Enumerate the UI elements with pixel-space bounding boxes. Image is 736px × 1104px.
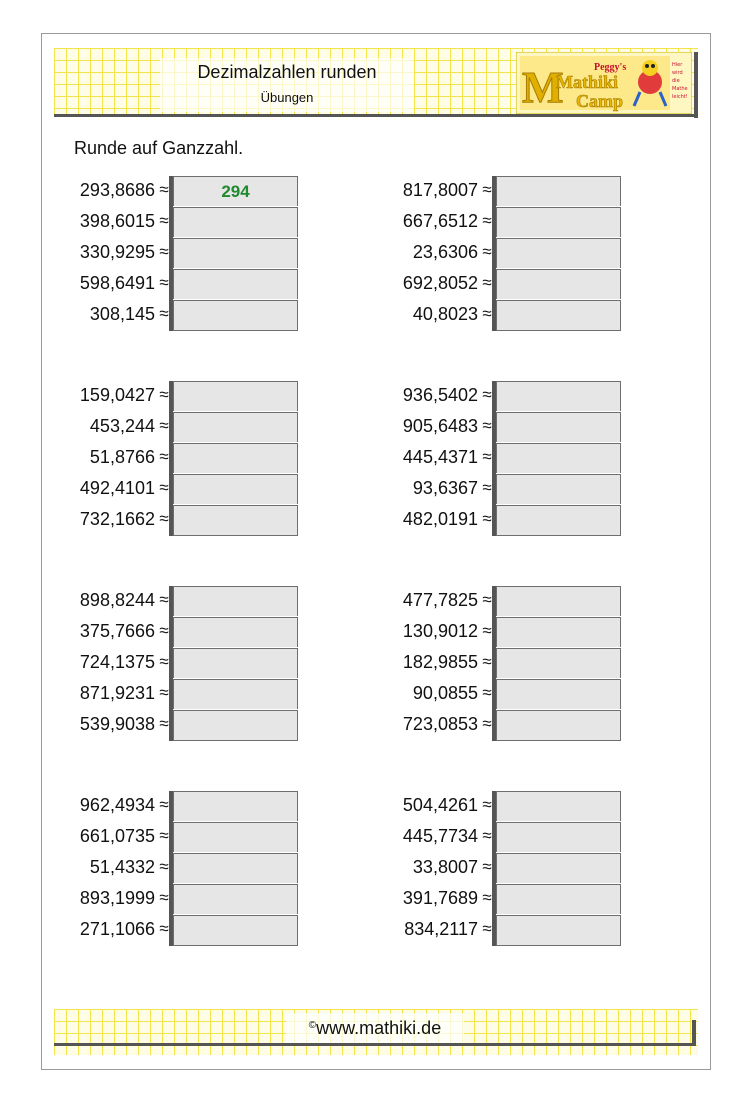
exercise-row <box>360 679 630 710</box>
answer-box[interactable] <box>173 238 298 268</box>
answer-box[interactable] <box>173 443 298 473</box>
approx-symbol: ≈ <box>482 385 492 404</box>
answer-box[interactable] <box>173 710 298 741</box>
exercise-number: 93,6367 <box>412 478 478 498</box>
answer-box[interactable] <box>496 269 621 299</box>
approx-symbol: ≈ <box>159 478 169 497</box>
exercise-number: 271,1066 <box>79 919 155 939</box>
exercise-number: 130,9012 <box>402 621 478 641</box>
svg-text:wird: wird <box>672 70 683 76</box>
approx-symbol: ≈ <box>159 416 169 435</box>
approx-symbol: ≈ <box>159 714 169 733</box>
exercise-number: 308,145 <box>89 304 155 324</box>
approx-symbol: ≈ <box>159 273 169 292</box>
exercise-number: 293,8686 <box>79 180 155 200</box>
exercise-row <box>360 207 630 238</box>
svg-text:Mathe: Mathe <box>672 86 688 92</box>
answer-box[interactable] <box>173 617 298 647</box>
exercise-row <box>37 269 307 300</box>
answer-box[interactable] <box>496 822 621 852</box>
approx-symbol: ≈ <box>159 590 169 609</box>
approx-symbol: ≈ <box>159 919 169 938</box>
svg-text:leicht!: leicht! <box>672 94 688 100</box>
answer-box[interactable] <box>496 853 621 883</box>
answer-box[interactable] <box>496 915 621 946</box>
approx-symbol: ≈ <box>482 795 492 814</box>
exercise-number: 492,4101 <box>79 478 155 498</box>
exercise-row <box>360 915 630 946</box>
approx-symbol: ≈ <box>482 447 492 466</box>
answer-box[interactable] <box>496 412 621 442</box>
answer-box[interactable] <box>173 381 298 411</box>
answer-box[interactable] <box>173 791 298 821</box>
exercise-number: 905,6483 <box>402 416 478 436</box>
answer-box[interactable] <box>173 822 298 852</box>
answer-box[interactable] <box>496 648 621 678</box>
exercise-row <box>37 915 307 946</box>
answer-box[interactable] <box>496 381 621 411</box>
approx-symbol: ≈ <box>482 621 492 640</box>
answer-box[interactable] <box>496 710 621 741</box>
logo-bottom-text: Camp <box>576 91 624 111</box>
logo-top-text: Peggy's <box>594 62 627 73</box>
exercise-row <box>37 207 307 238</box>
exercise-row <box>360 269 630 300</box>
answer-box[interactable] <box>496 443 621 473</box>
exercise-row <box>37 853 307 884</box>
exercise-number: 817,8007 <box>402 180 478 200</box>
exercise-row <box>37 710 307 741</box>
exercise-row <box>360 474 630 505</box>
exercise-number: 33,8007 <box>412 857 478 877</box>
answer-box[interactable] <box>496 176 621 206</box>
worksheet-page <box>41 33 711 1070</box>
answer-box[interactable] <box>173 474 298 504</box>
approx-symbol: ≈ <box>159 652 169 671</box>
footer-divider <box>54 1043 696 1046</box>
exercise-row <box>360 884 630 915</box>
exercise-number: 667,6512 <box>402 211 478 231</box>
approx-symbol: ≈ <box>482 509 492 528</box>
answer-box[interactable] <box>173 412 298 442</box>
answer-box[interactable] <box>173 207 298 237</box>
approx-symbol: ≈ <box>482 590 492 609</box>
exercise-number: 330,9295 <box>79 242 155 262</box>
exercise-row <box>37 474 307 505</box>
exercise-number: 539,9038 <box>79 714 155 734</box>
exercise-row <box>37 822 307 853</box>
exercise-number: 477,7825 <box>402 590 478 610</box>
exercise-row <box>37 884 307 915</box>
exercise-number: 398,6015 <box>79 211 155 231</box>
header-shadow <box>694 52 698 118</box>
exercise-row <box>360 443 630 474</box>
exercise-number: 724,1375 <box>79 652 155 672</box>
answer-box[interactable] <box>496 300 621 331</box>
exercise-number: 962,4934 <box>79 795 155 815</box>
exercise-number: 504,4261 <box>402 795 478 815</box>
answer-box[interactable] <box>173 176 298 206</box>
exercise-row <box>360 381 630 412</box>
example-answer: 294 <box>221 182 250 201</box>
approx-symbol: ≈ <box>159 447 169 466</box>
exercise-row <box>360 853 630 884</box>
exercise-number: 732,1662 <box>79 509 155 529</box>
exercise-row <box>360 412 630 443</box>
approx-symbol: ≈ <box>482 888 492 907</box>
svg-text:Hier: Hier <box>672 62 683 68</box>
footer-url <box>286 1018 464 1039</box>
exercise-number: 391,7689 <box>402 888 478 908</box>
exercise-row <box>37 586 307 617</box>
answer-box[interactable] <box>496 474 621 504</box>
answer-box[interactable] <box>496 505 621 536</box>
approx-symbol: ≈ <box>159 242 169 261</box>
approx-symbol: ≈ <box>482 416 492 435</box>
svg-text:M: M <box>522 63 564 112</box>
approx-symbol: ≈ <box>159 683 169 702</box>
exercise-number: 182,9855 <box>402 652 478 672</box>
approx-symbol: ≈ <box>159 211 169 230</box>
approx-symbol: ≈ <box>159 795 169 814</box>
exercise-number: 598,6491 <box>79 273 155 293</box>
exercise-row <box>37 679 307 710</box>
header-divider <box>54 114 698 117</box>
exercise-number: 159,0427 <box>79 385 155 405</box>
exercise-row <box>360 176 630 207</box>
answer-box[interactable] <box>496 238 621 268</box>
answer-box[interactable] <box>173 300 298 331</box>
answer-box[interactable] <box>173 505 298 536</box>
approx-symbol: ≈ <box>159 826 169 845</box>
copyright-symbol: © <box>308 1020 317 1031</box>
answer-box[interactable] <box>496 884 621 914</box>
answer-box[interactable] <box>173 884 298 914</box>
exercise-row <box>360 648 630 679</box>
answer-box[interactable] <box>173 269 298 299</box>
exercise-row <box>37 176 307 207</box>
instruction-text: Runde auf Ganzzahl. <box>74 138 244 158</box>
exercise-row <box>37 648 307 679</box>
answer-box[interactable] <box>173 648 298 678</box>
exercise-row <box>37 238 307 269</box>
approx-symbol: ≈ <box>159 621 169 640</box>
exercise-number: 723,0853 <box>402 714 478 734</box>
exercise-row <box>37 412 307 443</box>
approx-symbol: ≈ <box>482 273 492 292</box>
exercise-number: 936,5402 <box>402 385 478 405</box>
approx-symbol: ≈ <box>159 509 169 528</box>
approx-symbol: ≈ <box>482 304 492 323</box>
exercise-row <box>360 300 630 331</box>
exercise-number: 661,0735 <box>79 826 155 846</box>
exercise-number: 375,7666 <box>79 621 155 641</box>
exercise-row <box>360 238 630 269</box>
exercise-number: 482,0191 <box>402 509 478 529</box>
approx-symbol: ≈ <box>482 683 492 702</box>
exercise-row <box>360 505 630 536</box>
page-subtitle: Übungen <box>260 90 314 105</box>
answer-box[interactable] <box>173 915 298 946</box>
exercise-row <box>37 791 307 822</box>
exercise-number: 40,8023 <box>412 304 478 324</box>
exercise-number: 453,244 <box>89 416 155 436</box>
exercise-row <box>37 443 307 474</box>
exercise-number: 445,4371 <box>402 447 478 467</box>
approx-symbol: ≈ <box>159 888 169 907</box>
exercise-number: 893,1999 <box>79 888 155 908</box>
exercise-number: 23,6306 <box>412 242 478 262</box>
exercise-number: 90,0855 <box>412 683 478 703</box>
exercise-row <box>360 791 630 822</box>
svg-text:die: die <box>672 78 680 84</box>
approx-symbol: ≈ <box>159 857 169 876</box>
exercise-number: 445,7734 <box>402 826 478 846</box>
exercise-number: 692,8052 <box>402 273 478 293</box>
logo-main-text: Mathiki <box>556 72 619 92</box>
exercise-row <box>360 586 630 617</box>
approx-symbol: ≈ <box>482 242 492 261</box>
mathiki-camp-logo <box>516 52 692 114</box>
approx-symbol: ≈ <box>482 211 492 230</box>
approx-symbol: ≈ <box>482 180 492 199</box>
approx-symbol: ≈ <box>482 857 492 876</box>
approx-symbol: ≈ <box>159 304 169 323</box>
exercise-row <box>37 617 307 648</box>
exercise-number: 51,8766 <box>89 447 155 467</box>
exercise-number: 51,4332 <box>89 857 155 877</box>
footer-url-text: www.mathiki.de <box>316 1018 442 1038</box>
exercise-row <box>37 300 307 331</box>
answer-box[interactable] <box>496 679 621 709</box>
answer-box[interactable] <box>173 586 298 616</box>
answer-box[interactable] <box>173 853 298 883</box>
approx-symbol: ≈ <box>482 478 492 497</box>
approx-symbol: ≈ <box>482 652 492 671</box>
approx-symbol: ≈ <box>159 180 169 199</box>
approx-symbol: ≈ <box>482 919 492 938</box>
approx-symbol: ≈ <box>482 714 492 733</box>
exercise-number: 834,2117 <box>404 919 478 939</box>
approx-symbol: ≈ <box>159 385 169 404</box>
exercise-row <box>360 822 630 853</box>
page-title: Dezimalzahlen runden <box>197 62 377 82</box>
answer-box[interactable] <box>496 791 621 821</box>
answer-box[interactable] <box>496 586 621 616</box>
exercise-number: 898,8244 <box>79 590 155 610</box>
approx-symbol: ≈ <box>482 826 492 845</box>
answer-box[interactable] <box>173 679 298 709</box>
exercise-row <box>360 710 630 741</box>
exercise-number: 871,9231 <box>79 683 155 703</box>
answer-box[interactable] <box>496 207 621 237</box>
exercise-row <box>37 505 307 536</box>
exercise-row <box>37 381 307 412</box>
answer-box[interactable] <box>496 617 621 647</box>
exercise-row <box>360 617 630 648</box>
